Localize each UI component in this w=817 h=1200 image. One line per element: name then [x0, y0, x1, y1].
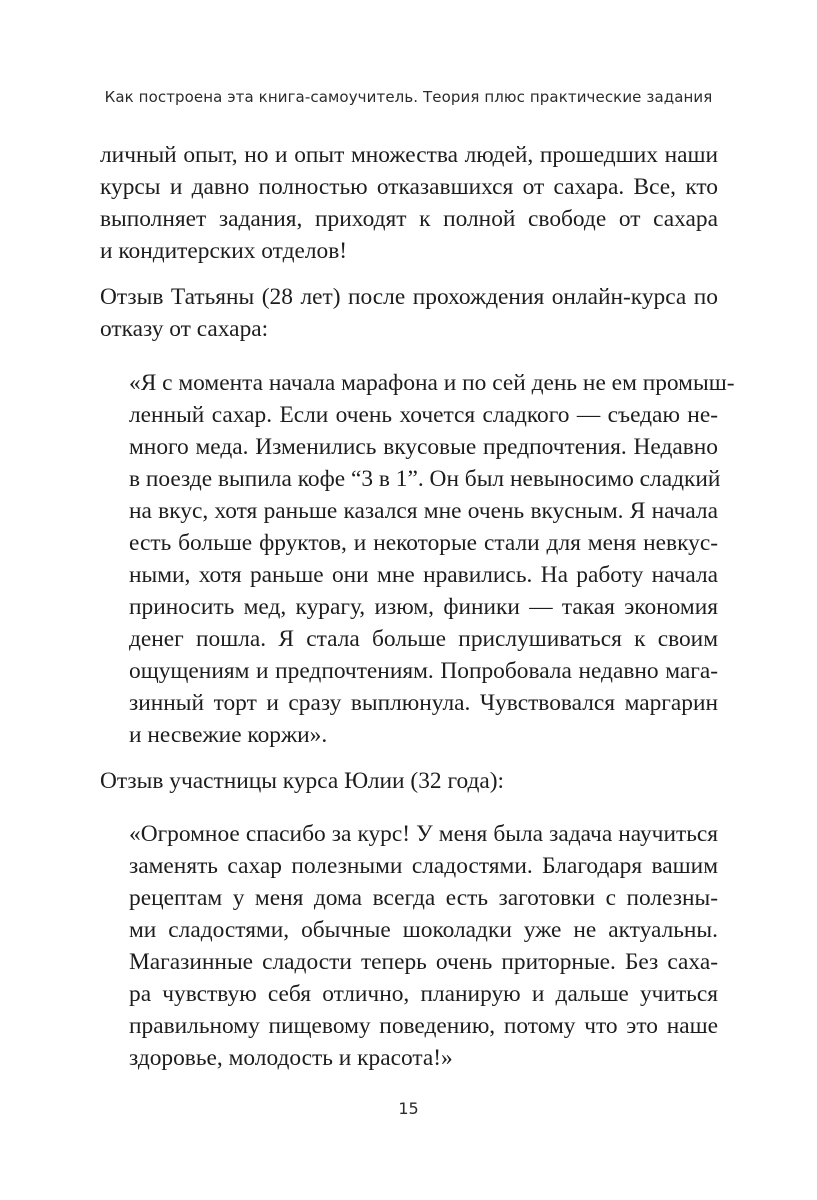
review1-heading-line-1: Отзыв Татьяны (28 лет) после прохождения онлайн-курса по — [100, 284, 718, 310]
review2-quote-line-2: заменять сахар полезными сладостями. Благодаря вашим — [129, 853, 718, 879]
intro-line-3: выполняет задания, приходят к полной свободе от сахара — [100, 206, 718, 232]
review2-quote-line-7: правильному пищевому поведению, потому что это наше — [129, 1013, 718, 1039]
review1-quote-line-8: приносить мед, курагу, изюм, финики — такая экономия — [129, 594, 718, 620]
review2-quote-line-1: «Огромное спасибо за курс! У меня была задача научиться — [129, 821, 718, 847]
running-header: Как построена эта книга-самоучитель. Теория плюс практические задания — [104, 88, 713, 106]
page-number: 15 — [398, 1099, 419, 1118]
review1-quote-line-1: «Я с момента начала марафона и по сей день не ем промыш- — [129, 370, 735, 396]
review1-quote-line-2: ленный сахар. Если очень хочется сладкого — съедаю не- — [129, 402, 718, 428]
review2-quote-line-6: ра чувствую себя отлично, планирую и дальше учиться — [129, 981, 718, 1007]
review1-quote-line-6: есть больше фруктов, и некоторые стали для меня невкус- — [129, 530, 718, 556]
review1-quote-line-12: и несвежие коржи». — [129, 722, 328, 748]
intro-line-1: личный опыт, но и опыт множества людей, прошедших наши — [100, 142, 718, 168]
review2-quote-line-3: рецептам у меня дома всегда есть заготовки с полезны- — [129, 885, 718, 911]
review1-heading-line-2: отказу от сахара: — [100, 316, 269, 342]
review1-quote-line-11: зинный торт и сразу выплюнула. Чувствовался маргарин — [129, 690, 718, 716]
intro-line-4: и кондитерских отделов! — [100, 238, 348, 264]
review2-quote-line-8: здоровье, молодость и красота!» — [129, 1045, 453, 1071]
review1-quote-line-9: денег пошла. Я стала больше прислушиваться к своим — [129, 626, 718, 652]
review2-quote-line-5: Магазинные сладости теперь очень приторные. Без саха- — [129, 949, 718, 975]
review1-quote-line-7: ными, хотя раньше они мне нравились. На работу начала — [129, 562, 718, 588]
review1-quote-line-3: много меда. Изменились вкусовые предпочтения. Недавно — [129, 434, 718, 460]
intro-line-2: курсы и давно полностью отказавшихся от сахара. Все, кто — [100, 174, 718, 200]
review2-heading-line-1: Отзыв участницы курса Юлии (32 года): — [100, 768, 505, 794]
review1-quote-line-10: ощущениям и предпочтениям. Попробовала недавно мага- — [129, 658, 718, 684]
review2-quote-line-4: ми сладостями, обычные шоколадки уже не актуальны. — [129, 917, 718, 943]
review1-quote-line-4: в поезде выпила кофе “3 в 1”. Он был невыносимо сладкий — [129, 466, 721, 492]
review1-quote-line-5: на вкус, хотя раньше казался мне очень вкусным. Я начала — [129, 498, 718, 524]
